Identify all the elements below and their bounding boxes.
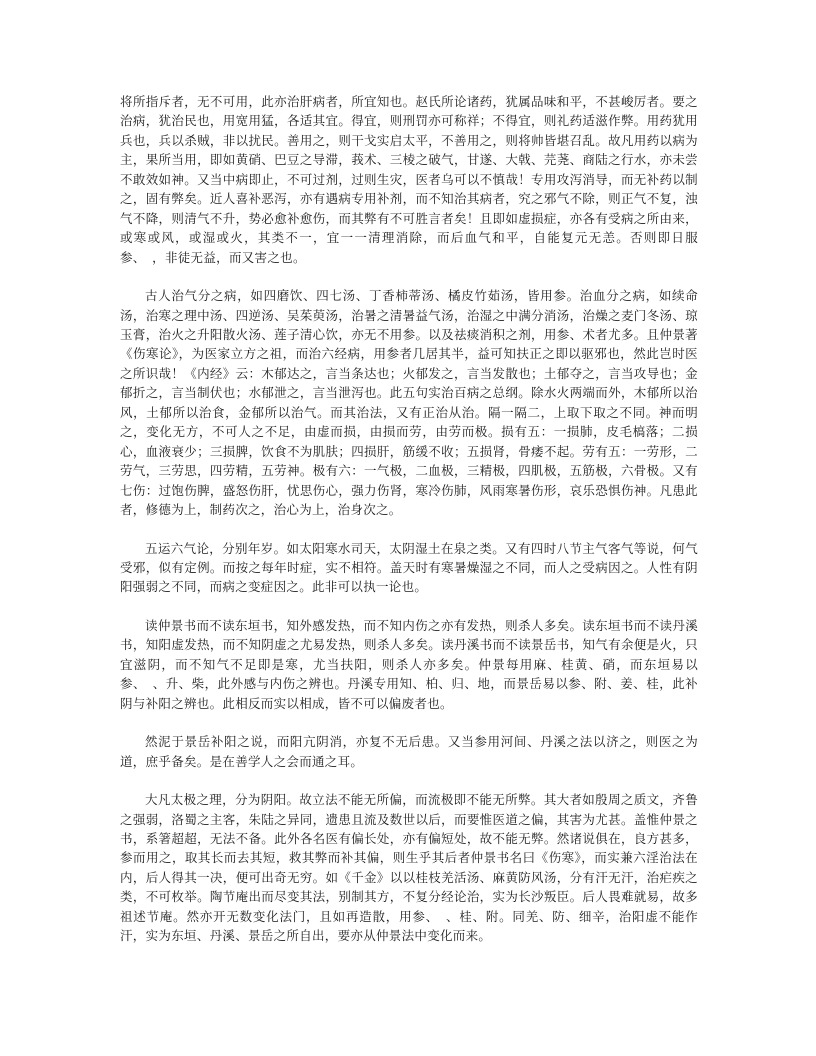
paragraph-4: 读仲景书而不读东垣书，知外感发热，而不知内伤之亦有发热，则杀人多矣。读东垣书而不读丹溪书，知阳虚发热，而不知阴虚之尤易发热，则杀人多矣。读丹溪书而不读景岳书，知气有余便是火，只宜滋阴，而不知气不足即是寒，尤当扶阳，则杀人亦多矣。仲景每用麻、桂黄、硝，而东垣易以参、 、升、柴，此外感与内伤之辨也。丹溪专用知、柏、归、地，而景岳易以参、附、姜、桂，此补阴与补阳之辨也。此相反而实以相成，皆不可以偏废者也。 — [120, 617, 698, 711]
document-page — [120, 92, 698, 965]
paragraph-2: 古人治气分之病，如四磨饮、四七汤、丁香柿蒂汤、橘皮竹茹汤，皆用参。治血分之病，如续命汤，治寒之理中汤、四逆汤、吴茱萸汤，治暑之清暑益气汤，治湿之中满分消汤，治燥之麦门冬汤、琼玉膏，治火之升阳散火汤、莲子清心饮，亦无不用参。以及祛痰消积之剂，用参、术者尤多。且仲景著《伤寒论》，为医家立方之祖，而治六经病，用参者几居其半，益可知扶正之即以驱邪也，然此岂时医之所识哉！《内经》云：木郁达之，言当条达也；火郁发之，言当发散也；土郁夺之，言当攻导也；金郁折之，言当制伏也；水郁泄之，言当泄泻也。此五句实治百病之总纲。除水火两端而外，木郁所以治风，土郁所以治食，金郁所以治气。而其治法，又有正治从治。隔一隔二，上取下取之不同。神而明之，变化无方，不可人之不足，由虚而损，由损而劳，由劳而极。损有五：一损肺，皮毛槁落；二损心，血液衰少；三损脾，饮食不为肌肤；四损肝，筋缓不收；五损肾，骨痿不起。劳有五：一劳形，二劳气，三劳思，四劳精，五劳神。极有六：一气极，二血极，三精极，四肌极，五筋极，六骨极。又有七伤：过饱伤脾，盛怒伤肝，忧思伤心，强力伤肾，寒冷伤肺，风雨寒暑伤形，哀乐恐惧伤神。凡患此者，修德为上，制药次之，治心为上，治身次之。 — [120, 288, 698, 518]
paragraph-6: 大凡太极之理，分为阴阳。故立法不能无所偏，而流极即不能无所弊。其大者如殷周之质文，齐鲁之强弱，洛蜀之主客，朱陆之异同，遗患且流及数世以后，而要惟医道之偏，其害为尤甚。盖惟仲景之书，系箸超超，无法不备。此外各名医有偏长处，亦有偏短处，故不能无弊。然诸说俱在，良方甚多，参而用之，取其长而去其短，救其弊而补其偏，则生乎其后者仲景书名曰《伤寒》，而实兼六淫治法在内，后人得其一决，便可出奇无穷。如《千金》以以桂枝羌活汤、麻黄防风汤，分有汗无汗，治疟疾之类，不可枚举。陶节庵出而尽变其法，别制其方，不复分经论治，实为长沙叛臣。后人畏难就易，故多祖述节庵。然亦开无数变化法门，且如再造散，用参、 、桂、附。同羌、防、细辛，治阳虚不能作汗，实为东垣、丹溪、景岳之所自出，要亦从仲景法中变化而来。 — [120, 792, 698, 944]
paragraph-5: 然泥于景岳补阳之说，而阳亢阴消，亦复不无后患。又当参用河间、丹溪之法以济之，则医之为道，庶乎备矣。是在善学人之会而通之耳。 — [120, 734, 698, 769]
paragraph-3: 五运六气论，分别年岁。如太阳寒水司天，太阴湿土在泉之类。又有四时八节主气客气等说，何气受邪，似有定例。而按之每年时症，实不相符。盖天时有寒暑燥湿之不同，而人之受病因之。人性有阴阳强弱之不同，而病之变症因之。此非可以执一论也。 — [120, 540, 698, 595]
paragraph-1: 将所指斥者，无不可用，此亦治肝病者，所宜知也。赵氏所论诸药，犹属品味和平，不甚峻厉者。要之治病，犹治民也，用宽用猛，各适其宜。得宜，则刑罚亦可称祥；不得宜，则礼药适滋作弊。用药犹用兵也，兵以杀贼，非以扰民。善用之，则干戈实启太平，不善用之，则将帅皆堪召乱。故凡用药以病为主，果所当用，即如黄硝、巴豆之导滞，莪术、三棱之破气，甘遂、大戟、芫荛、商陆之行水，亦未尝不敢效如神。又当中病即止，不可过剂，过则生灾，医者乌可以不慎哉！专用攻泻消导，而无补药以制之，固有弊矣。近人喜补恶泻，亦有遇病专用补剂，而不知治其病者，究之邪气不除，则正气不复，浊气不降，则清气不升，势必愈补愈伤，而其弊有不可胜言者矣！且即如虚损症，亦各有受病之所由来，或寒或风，或湿或火，其类不一，宜一一清理消除，而后血气和平，自能复元无恙。否则即日服参、 ，非徒无益，而又害之也。 — [120, 94, 698, 265]
